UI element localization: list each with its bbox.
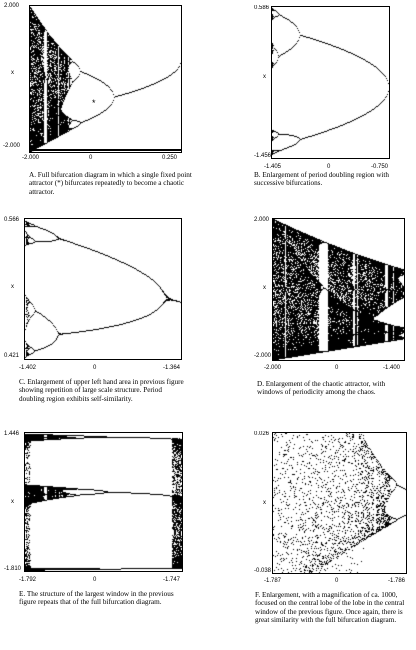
x-mid-label: 0 — [89, 155, 93, 161]
bifurcation-points — [273, 433, 406, 573]
bifurcation-points — [273, 219, 404, 360]
y-top-label: 0.586 — [254, 5, 270, 11]
x-left-label: -2.000 — [22, 155, 40, 161]
bifurcation-points — [25, 219, 181, 359]
bifurcation-plot-e — [24, 432, 183, 572]
x-right-label: 0.250 — [162, 155, 178, 161]
y-top-label: 1.446 — [4, 431, 20, 437]
x-mid-label: 0 — [335, 365, 339, 371]
y-bottom-label: -2.000 — [254, 353, 272, 359]
x-axis-bar — [29, 149, 182, 151]
x-mid-label: 0 — [327, 164, 331, 170]
caption-f: F. Enlargement, with a magnification of ca. 1000, focused on the central lobe of the lobe in the central window of the previous figure. Once again, there is great similarity with the full bifurcation diagram. — [255, 591, 405, 624]
x-right-label: -1.364 — [163, 365, 181, 371]
y-top-label: 2.000 — [4, 3, 20, 9]
bifurcation-plot-d — [272, 218, 405, 361]
bifurcation-points — [30, 6, 181, 152]
x-right-label: -1.747 — [163, 577, 181, 583]
caption-e: E. The structure of the largest window in the previous figure repeats that of the full bifurcation diagram. — [19, 590, 174, 607]
y-mid-label: x — [11, 284, 14, 290]
x-mid-label: 0 — [335, 578, 339, 584]
x-mid-label: 0 — [93, 577, 97, 583]
y-bottom-label: -1.456 — [254, 153, 272, 159]
y-bottom-label: -0.038 — [254, 568, 272, 574]
caption-b: B. Enlargement of period doubling region with successive bifurcations. — [254, 171, 390, 188]
bifurcation-plot-b — [271, 6, 390, 159]
x-left-label: -1.792 — [19, 577, 37, 583]
y-bottom-label: -1.810 — [4, 566, 22, 572]
x-right-label: -1.786 — [388, 578, 406, 584]
y-mid-label: x — [263, 285, 266, 291]
x-mid-label: 0 — [93, 365, 97, 371]
caption-c: C. Enlargement of upper left hand area in previous figure showing repetition of large scale structure. Period doubling region exhibits self-similarity. — [19, 378, 184, 403]
fixed-point-marker: * — [92, 98, 96, 108]
x-left-label: -1.405 — [264, 164, 282, 170]
y-mid-label: x — [263, 74, 266, 80]
x-left-label: -1.787 — [264, 578, 282, 584]
caption-a: A. Full bifurcation diagram in which a single fixed point attractor (*) bifurcates repeatedly to become a chaotic attractor. — [29, 171, 192, 196]
y-bottom-label: -2.000 — [3, 143, 21, 149]
bifurcation-plot-c — [24, 218, 182, 360]
bifurcation-plot-a — [29, 5, 182, 153]
y-mid-label: x — [11, 499, 14, 505]
caption-d: D. Enlargement of the chaotic attractor, with windows of periodicity among the chaos. — [257, 380, 386, 397]
x-left-label: -1.402 — [19, 365, 37, 371]
y-mid-label: x — [263, 500, 266, 506]
y-mid-label: x — [11, 70, 14, 76]
bifurcation-points — [25, 433, 182, 571]
y-top-label: 0.566 — [4, 217, 20, 223]
x-right-label: -0.750 — [371, 164, 389, 170]
x-left-label: -2.000 — [264, 365, 282, 371]
bifurcation-points — [272, 7, 389, 158]
x-right-label: -1.400 — [383, 365, 401, 371]
y-top-label: 2.000 — [254, 217, 270, 223]
y-top-label: 0.026 — [254, 431, 270, 437]
bifurcation-plot-f — [272, 432, 407, 574]
y-bottom-label: 0.421 — [4, 353, 20, 359]
